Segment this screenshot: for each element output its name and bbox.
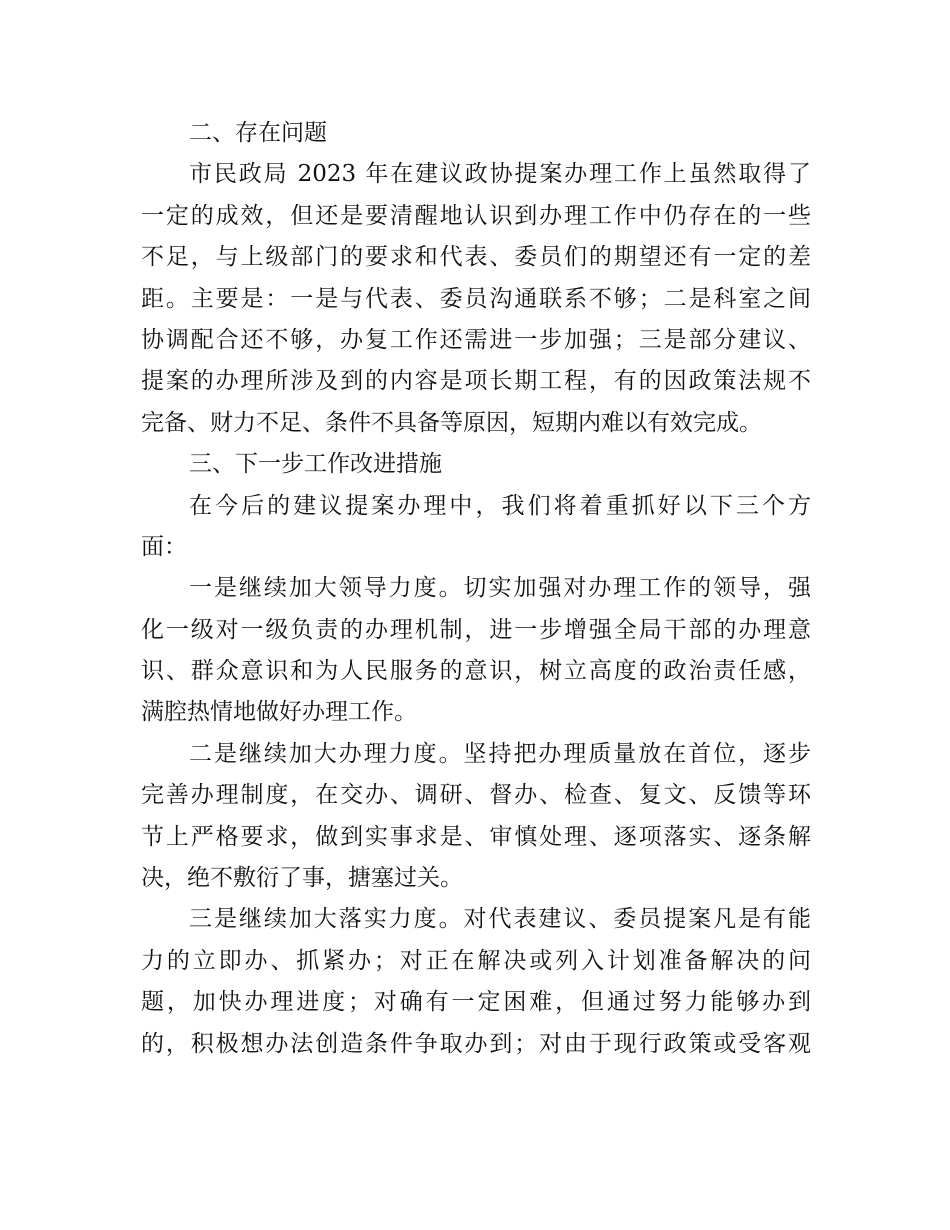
section-heading-problems: 二、存在问题 xyxy=(189,120,327,146)
measure-paragraph-2 xyxy=(141,734,811,900)
paragraph-line: 化一级对一级负责的办理机制，进一步增强全局干部的办理意 xyxy=(141,616,811,643)
paragraph-line: 距。主要是：一是与代表、委员沟通联系不够；二是科室之间 xyxy=(141,285,811,312)
paragraph-line: 一是继续加大领导力度。切实加强对办理工作的领导，强 xyxy=(189,575,811,602)
measure-paragraph-1 xyxy=(141,568,811,734)
problems-paragraph xyxy=(141,154,811,444)
paragraph-line: 在今后的建议提案办理中，我们将着重抓好以下三个方 xyxy=(189,492,811,519)
paragraph-line: 提案的办理所涉及到的内容是项长期工程，有的因政策法规不 xyxy=(141,368,811,395)
paragraph-line: 三是继续加大落实力度。对代表建议、委员提案凡是有能 xyxy=(189,906,811,933)
measure-paragraph-3 xyxy=(141,899,811,1065)
paragraph-line: 二是继续加大办理力度。坚持把办理质量放在首位，逐步 xyxy=(189,740,811,767)
paragraph-line: 一定的成效，但还是要清醒地认识到办理工作中仍存在的一些 xyxy=(141,202,811,229)
paragraph-line: 力的立即办、抓紧办；对正在解决或列入计划准备解决的问 xyxy=(141,947,811,974)
paragraph-line: 市民政局 2023 年在建议政协提案办理工作上虽然取得了 xyxy=(189,161,811,188)
paragraph-line: 协调配合还不够，办复工作还需进一步加强；三是部分建议、 xyxy=(141,326,811,353)
section-heading-improvements: 三、下一步工作改进措施 xyxy=(189,451,442,478)
intro-paragraph xyxy=(141,486,811,569)
paragraph-line: 不足，与上级部门的要求和代表、委员们的期望还有一定的差 xyxy=(141,244,811,271)
paragraph-line: 决，绝不敷衍了事，搪塞过关。 xyxy=(141,865,463,892)
paragraph-line: 满腔热情地做好办理工作。 xyxy=(141,699,417,726)
paragraph-line: 面： xyxy=(141,533,187,560)
paragraph-line: 完善办理制度，在交办、调研、督办、检查、复文、反馈等环 xyxy=(141,782,811,809)
paragraph-line: 的，积极想办法创造条件争取办到；对由于现行政策或受客观 xyxy=(141,1030,811,1057)
document-body xyxy=(141,113,811,1065)
paragraph-line: 节上严格要求，做到实事求是、审慎处理、逐项落实、逐条解 xyxy=(141,823,811,850)
paragraph-line: 完备、财力不足、条件不具备等原因，短期内难以有效完成。 xyxy=(141,409,762,436)
paragraph-line: 识、群众意识和为人民服务的意识，树立高度的政治责任感， xyxy=(141,658,811,685)
paragraph-line: 题，加快办理进度；对确有一定困难，但通过努力能够办到 xyxy=(141,989,811,1016)
